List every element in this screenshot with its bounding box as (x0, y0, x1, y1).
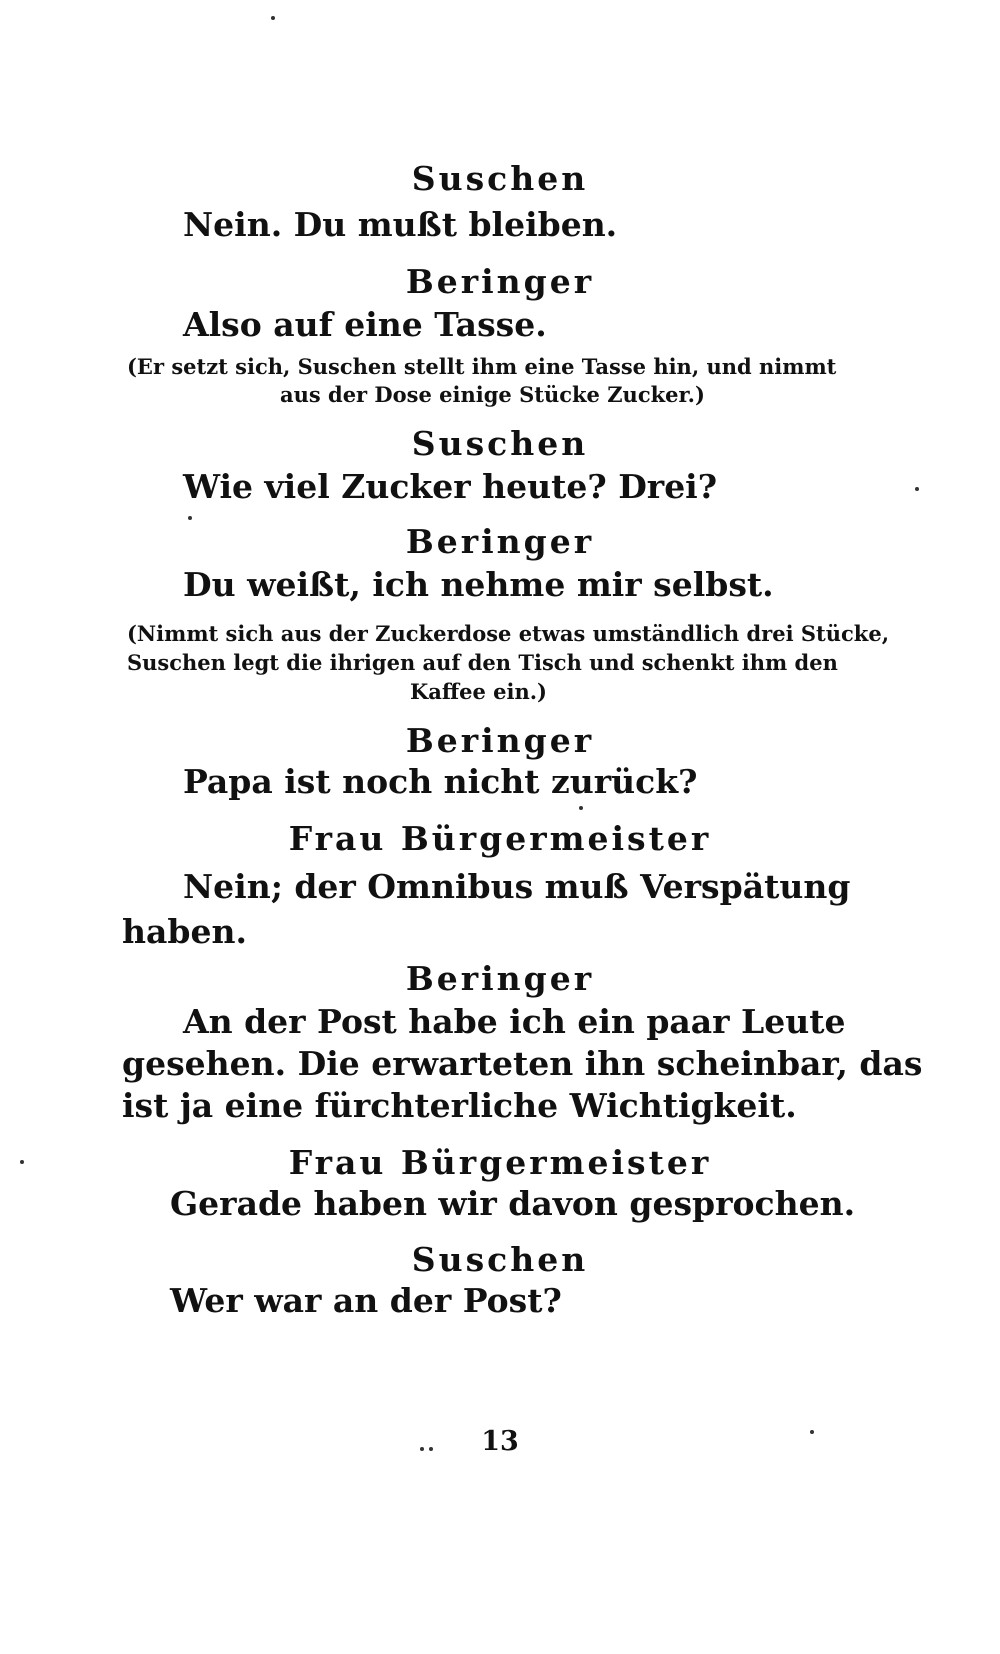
speech-line: Wer war an der Post? (170, 1281, 562, 1320)
page-number: 13 (481, 1426, 519, 1457)
stage-direction: Suschen legt die ihrigen auf den Tisch und schenkt ihm den (127, 650, 838, 675)
stage-direction: aus der Dose einige Stücke Zucker.) (280, 382, 705, 407)
speech-line: ist ja eine fürchterliche Wichtigkeit. (122, 1086, 797, 1125)
stage-direction: Kaffee ein.) (410, 679, 547, 704)
paper-speck (915, 487, 919, 491)
paper-speck (579, 806, 583, 810)
paper-speck (271, 16, 275, 20)
speech-line: Papa ist noch nicht zurück? (183, 762, 698, 801)
speaker-name: Suschen (411, 1240, 589, 1279)
paper-speck (429, 1447, 433, 1451)
speaker-name: Frau Bürgermeister (288, 1143, 712, 1182)
speech-line: gesehen. Die erwarteten ihn scheinbar, das (122, 1044, 923, 1083)
speaker-name: Suschen (411, 424, 589, 463)
stage-direction: (Nimmt sich aus der Zuckerdose etwas umständlich drei Stücke, (127, 621, 890, 646)
stage-direction: (Er setzt sich, Suschen stellt ihm eine Tasse hin, und nimmt (127, 354, 837, 379)
speech-line: haben. (122, 912, 247, 951)
speech-line: Gerade haben wir davon gesprochen. (170, 1184, 856, 1223)
paper-speck (20, 1160, 24, 1164)
speech-line: Du weißt, ich nehme mir selbst. (183, 565, 774, 604)
speaker-name: Beringer (405, 721, 595, 760)
speech-line: Also auf eine Tasse. (183, 305, 547, 344)
paper-speck (420, 1447, 424, 1451)
speech-line: Wie viel Zucker heute? Drei? (183, 467, 718, 506)
speech-line: Nein. Du mußt bleiben. (183, 205, 618, 244)
paper-speck (810, 1430, 814, 1434)
speaker-name: Beringer (405, 262, 595, 301)
speech-line: Nein; der Omnibus muß Verspätung (183, 867, 851, 906)
speech-line: An der Post habe ich ein paar Leute (183, 1002, 846, 1041)
speaker-name: Frau Bürgermeister (288, 819, 712, 858)
speaker-name: Suschen (411, 159, 589, 198)
speaker-name: Beringer (405, 959, 595, 998)
paper-speck (188, 516, 192, 520)
speaker-name: Beringer (405, 522, 595, 561)
